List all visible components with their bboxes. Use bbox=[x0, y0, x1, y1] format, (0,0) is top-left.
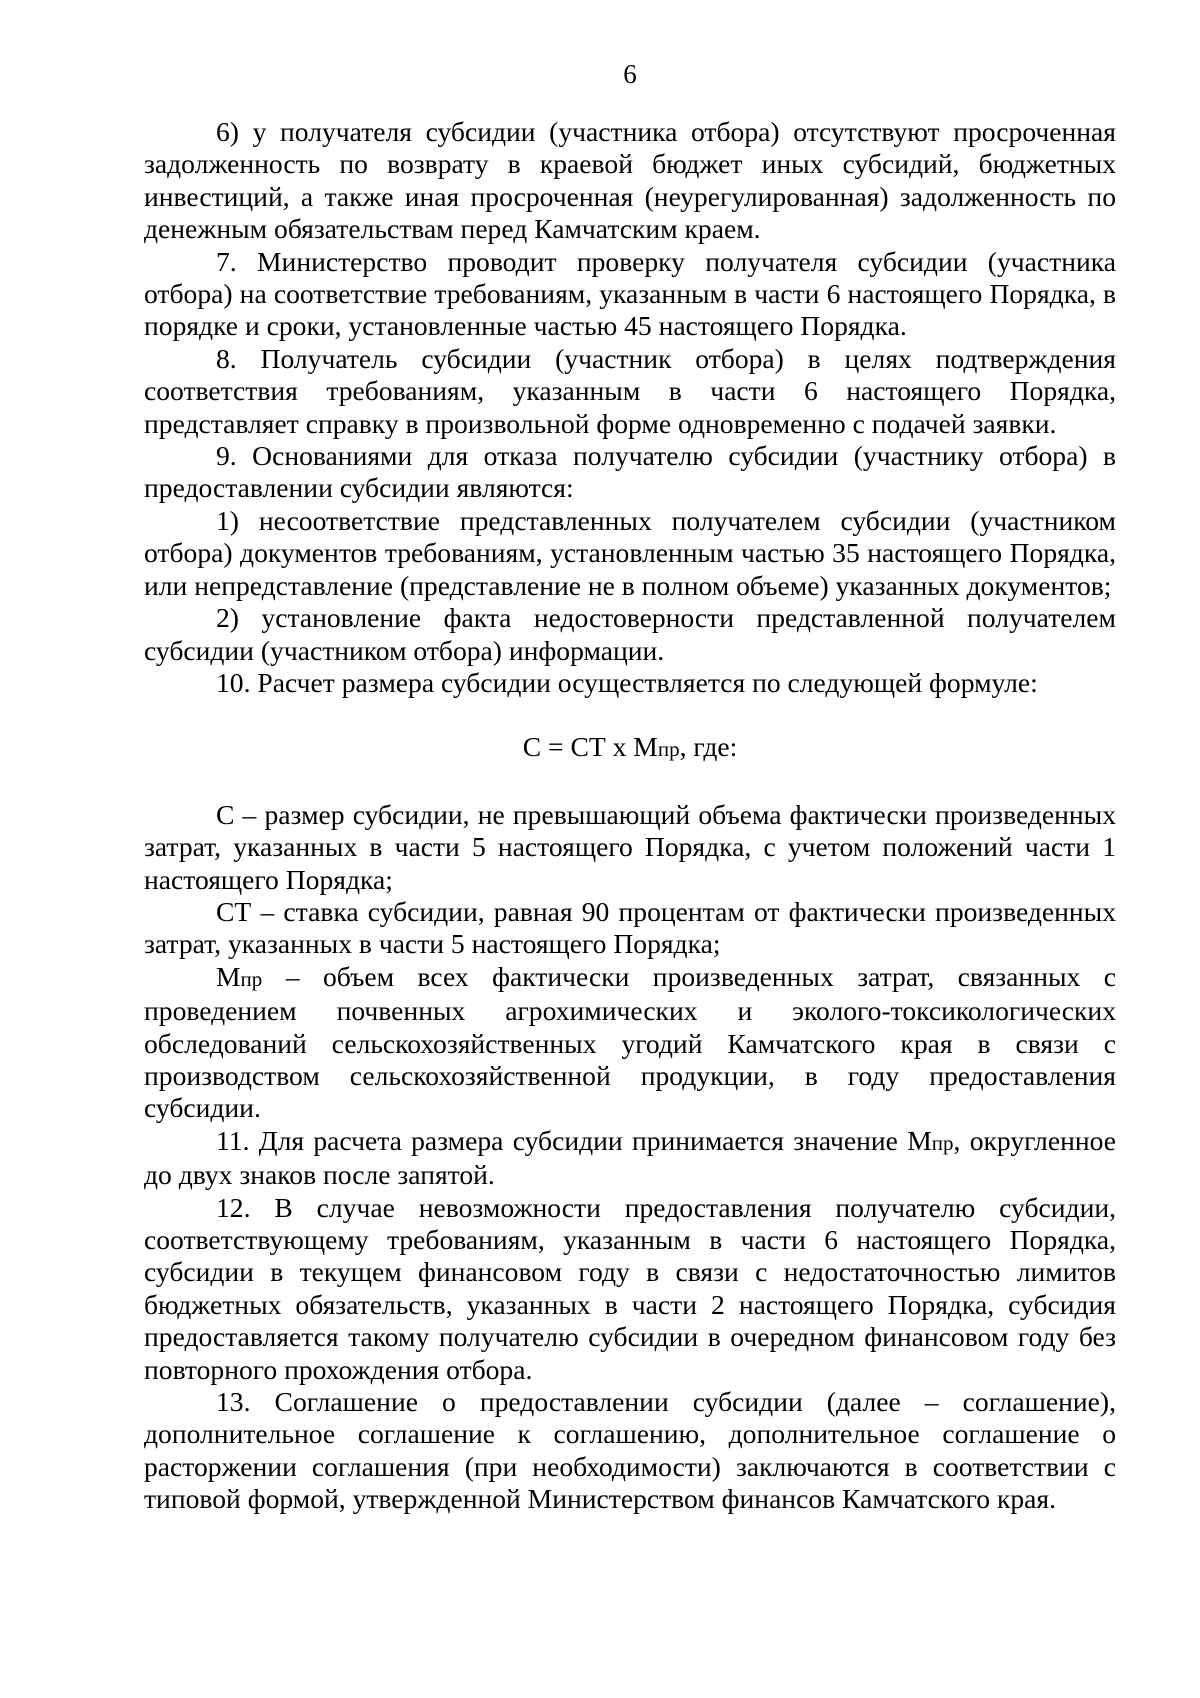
document-body bbox=[144, 116, 1116, 1516]
paragraph-13: 13. Соглашение о предоставлении субсидии (далее – соглашение), дополнительное соглашение к соглашению, дополнительное соглашение о расторжении соглашения (при необходимости) заключаются в соответствии с типовой формой, утвержденной Министерством финансов Камчатского края. bbox=[144, 1386, 1116, 1515]
page-number: 6 bbox=[623, 59, 637, 89]
formula-right: , где: bbox=[679, 731, 738, 763]
paragraph-9-item-1: 1) несоответствие представленных получателем субсидии (участником отбора) документов требованиям, установленным частью 35 настоящего Порядка, или непредставление (представление не в полном объеме) указанных документов; bbox=[144, 504, 1116, 601]
paragraph-8: 8. Получатель субсидии (участник отбора) в целях подтверждения соответствия требованиям, указанным в части 6 настоящего Порядка, представляет справку в произвольной форме одновременно с подачей заявки. bbox=[144, 342, 1116, 439]
paragraph-12: 12. В случае невозможности предоставления получателю субсидии, соответствующему требованиям, указанным в части 6 настоящего Порядка, субсидии в текущем финансовом году в связи с недостаточностью лимитов бюджетных обязательств, указанных в части 2 настоящего Порядка, субсидия предоставляется такому получателю субсидии в очередном финансовом году без повторного прохождения отбора. bbox=[144, 1191, 1116, 1385]
subsidy-formula bbox=[144, 699, 1116, 798]
paragraph-11-start: 11. Для расчета размера субсидии принимается значение М bbox=[216, 1124, 932, 1156]
paragraph-7: 7. Министерство проводит проверку получателя субсидии (участника отбора) на соответствие требованиям, указанным в части 6 настоящего Порядка, в порядке и сроки, установленные частью 45 настоящего Порядка. bbox=[144, 245, 1116, 342]
definition-c: С – размер субсидии, не превышающий объема фактически произведенных затрат, указанных в части 5 настоящего Порядка, с учетом положений части 1 настоящего Порядка; bbox=[144, 798, 1116, 895]
paragraph-6-item-6: 6) у получателя субсидии (участника отбора) отсутствуют просроченная задолженность по возврату в краевой бюджет иных субсидий, бюджетных инвестиций, а также иная просроченная (неурегулированная) задолженность по денежным обязательствам перед Камчатским краем. bbox=[144, 116, 1116, 245]
paragraph-11 bbox=[144, 1125, 1116, 1192]
definition-mpr bbox=[144, 961, 1116, 1125]
paragraph-10: 10. Расчет размера субсидии осуществляется по следующей формуле: bbox=[216, 666, 1038, 698]
formula-subscript: пр bbox=[657, 737, 680, 762]
definition-mpr-text: – объем всех фактически произведенных затрат, связанных с проведением почвенных агрохимических и эколого-токсикологических обследований сельскохозяйственных угодий Камчатского края в связи с производством сельскохозяйственной продукции, в году предоставления субсидии. bbox=[144, 960, 1116, 1124]
paragraph-9: 9. Основаниями для отказа получателю субсидии (участнику отбора) в предоставлении субсидии являются: bbox=[144, 440, 1116, 504]
symbol-m-subscript: пр bbox=[240, 966, 263, 991]
paragraph-11-subscript: пр bbox=[931, 1130, 954, 1155]
formula-left: С = СТ х М bbox=[522, 731, 658, 763]
definition-st: СТ – ставка субсидии, равная 90 процентам от фактически произведенных затрат, указанных в части 5 настоящего Порядка; bbox=[144, 895, 1116, 960]
symbol-m: М bbox=[216, 960, 241, 992]
paragraph-11-end: , округленное до двух знаков после запятой. bbox=[144, 1124, 1116, 1191]
paragraph-9-item-2: 2) установление факта недостоверности представленной получателем субсидии (участником отбора) информации. bbox=[144, 602, 1116, 666]
